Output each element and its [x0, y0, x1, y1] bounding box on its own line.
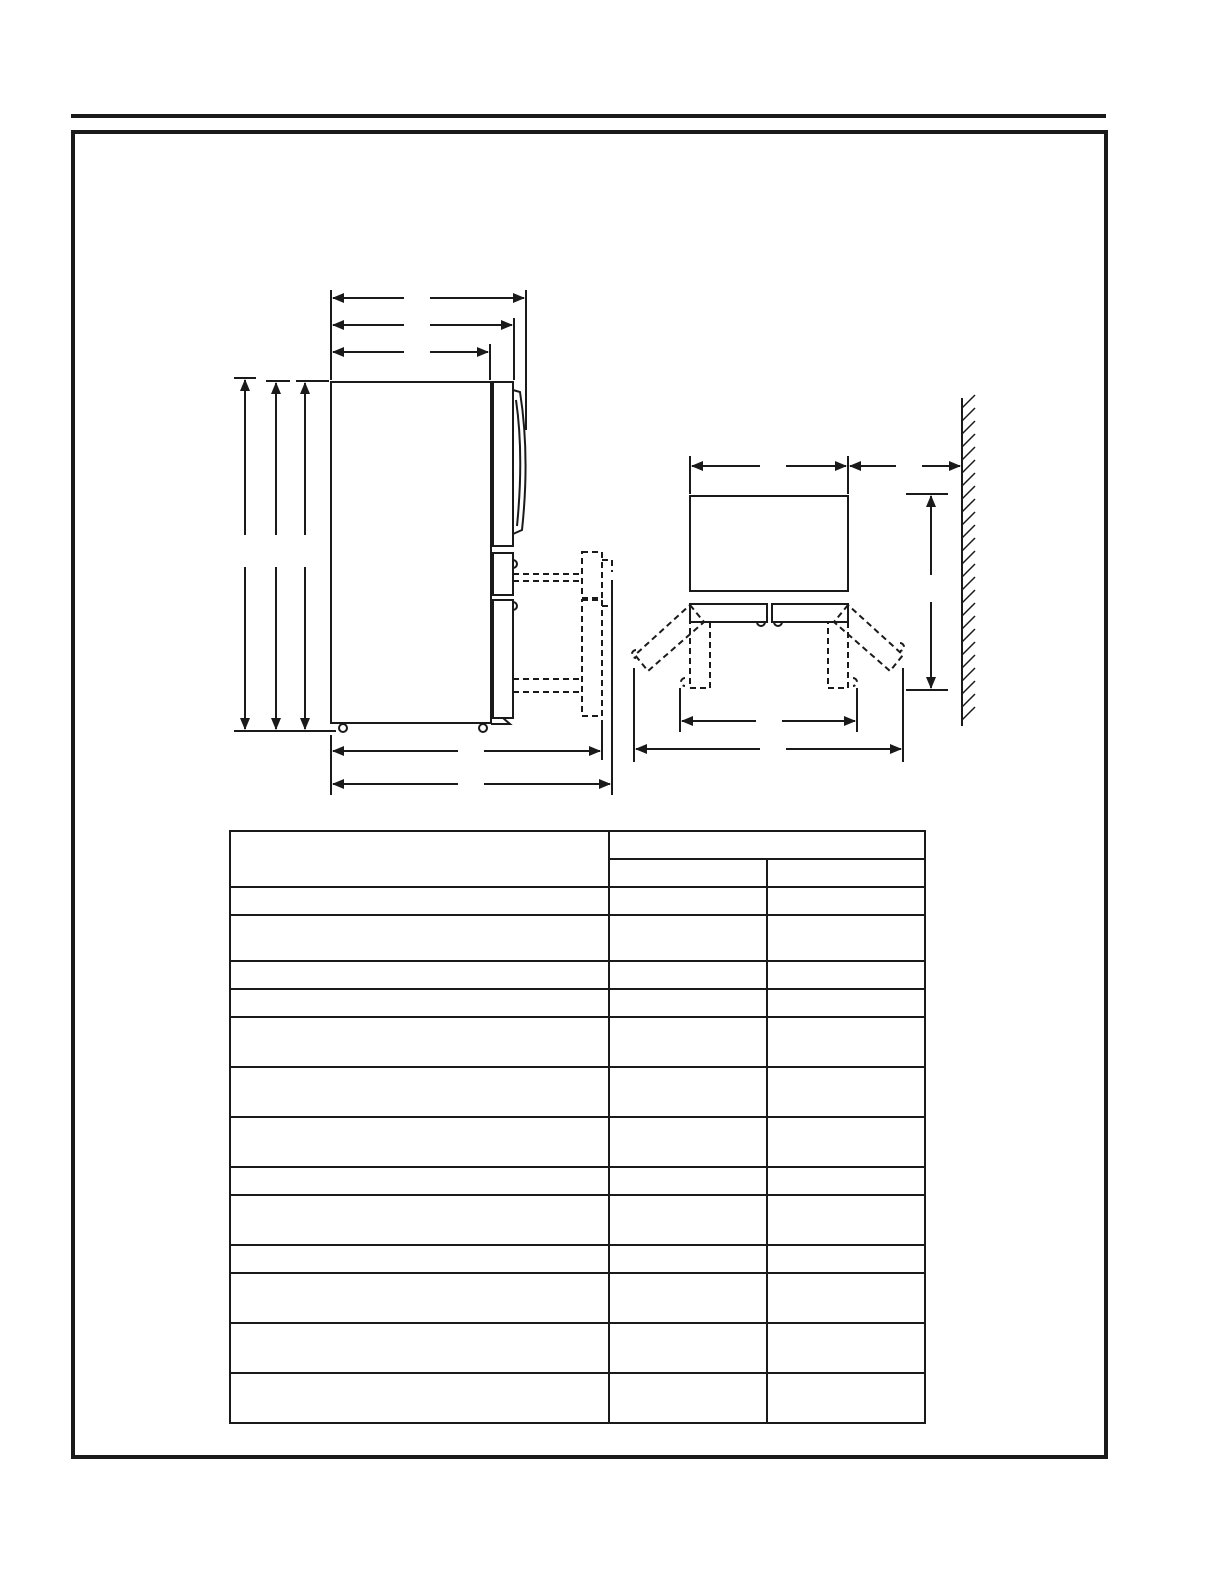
front-foot [479, 724, 487, 732]
side-view-dimensions [234, 290, 612, 795]
table-row [230, 1067, 925, 1117]
cabinet-body [331, 382, 491, 723]
table-cell [230, 887, 609, 915]
top-view [632, 395, 975, 726]
table-cell [609, 1245, 766, 1273]
table-row [230, 1373, 925, 1423]
table-row [230, 961, 925, 989]
table-cell [767, 1273, 925, 1323]
cabinet-top [690, 496, 848, 591]
dimensions-table [229, 830, 926, 1424]
table-cell [767, 1067, 925, 1117]
table-cell [230, 1067, 609, 1117]
table-cell [767, 1195, 925, 1245]
table-cell [230, 1373, 609, 1423]
rear-foot [339, 724, 347, 732]
header-group [609, 831, 925, 859]
top-view-dimensions [634, 456, 960, 762]
table-row [230, 1117, 925, 1167]
table-cell [230, 1195, 609, 1245]
table-row [230, 1195, 925, 1245]
table-header-row [230, 831, 925, 859]
table-cell [609, 1067, 766, 1117]
table-cell [767, 887, 925, 915]
table-cell [609, 915, 766, 961]
table-cell [767, 961, 925, 989]
table-cell [767, 1323, 925, 1373]
middle-drawer [493, 553, 513, 595]
table-row [230, 1017, 925, 1067]
table-cell [767, 1017, 925, 1067]
table-cell [609, 961, 766, 989]
table-cell [609, 1373, 766, 1423]
wall-hatching [962, 395, 975, 720]
header-sub-a [609, 859, 766, 887]
table-cell [609, 1195, 766, 1245]
table-cell [767, 989, 925, 1017]
table-cell [609, 1117, 766, 1167]
table-row [230, 1245, 925, 1273]
table-row [230, 887, 925, 915]
table-cell [767, 1117, 925, 1167]
table-cell [230, 915, 609, 961]
table-cell [609, 887, 766, 915]
table-cell [609, 1273, 766, 1323]
table-row [230, 1167, 925, 1195]
table-cell [230, 961, 609, 989]
table-cell [230, 1167, 609, 1195]
table-cell [767, 1245, 925, 1273]
extended-drawers [513, 552, 612, 716]
table-cell [230, 1245, 609, 1273]
table-cell [767, 1167, 925, 1195]
table-cell [767, 1373, 925, 1423]
table-cell [230, 989, 609, 1017]
header-sub-b [767, 859, 925, 887]
table-cell [230, 1273, 609, 1323]
table-cell [609, 1167, 766, 1195]
table-row [230, 915, 925, 961]
side-view [331, 382, 612, 732]
table-row [230, 989, 925, 1017]
table-cell [609, 1323, 766, 1373]
table-row [230, 1323, 925, 1373]
table-cell [609, 1017, 766, 1067]
table-row [230, 1273, 925, 1323]
upper-door [493, 382, 513, 546]
table-cell [230, 1117, 609, 1167]
table-cell [230, 1017, 609, 1067]
table-cell [609, 989, 766, 1017]
table-cell [767, 915, 925, 961]
left-door-closed [690, 604, 767, 622]
header-description [230, 831, 609, 887]
lower-drawer [493, 600, 513, 718]
table-cell [230, 1323, 609, 1373]
right-door-closed [772, 604, 848, 622]
